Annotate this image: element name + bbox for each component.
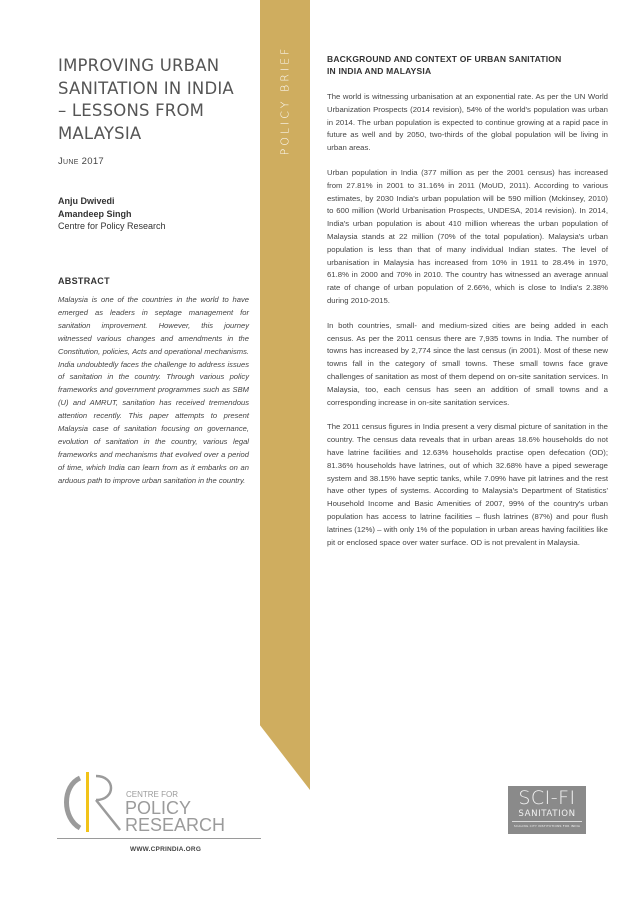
scifi-logo-subtitle: SANITATION [518, 809, 576, 819]
title-line: MALAYSIA [58, 123, 142, 143]
abstract-heading: ABSTRACT [58, 276, 110, 286]
authors-block [58, 195, 166, 233]
cpr-logo-centre-for: CENTRE FOR [126, 790, 178, 799]
background-section [327, 54, 608, 561]
cpr-logo-research: RESEARCH [125, 815, 226, 832]
title-line: SANITATION IN INDIA [58, 78, 234, 98]
website-link[interactable]: WWW.CPRINDIA.ORG [130, 846, 202, 853]
cpr-logo-yellow-bar [86, 772, 89, 832]
body-paragraph: In both countries, small- and medium-sized cities are being added in each census. As per the 2011 census there are 7,935 towns in India. The number of towns has increased by 2,774 since the last census (in 2001). Most of these new towns fall in the category of small towns. These small towns face grave challenges of sanitation as most of them depend on on-site sanitation services. In Malaysia, too, each census has seen an addition of small towns and a corresponding increase in on-site sanitation services. [327, 320, 608, 407]
author-name: Amandeep Singh [58, 208, 132, 219]
title-line: – LESSONS FROM [58, 101, 205, 120]
cpr-logo [58, 772, 258, 832]
author-organization: Centre for Policy Research [58, 221, 166, 231]
body-paragraph: Urban population in India (377 million as per the 2001 census) has increased from 27.81% in 2001 to 31.16% in 2011 (MoUD, 2011). According to various estimates, by 2030 India's urban population will be 590 million (Mckinsey, 2010) to 600 million (World Urbanisation Prospects, UNDESA, 2014 revision). In 2014, India's urban population is about 410 million whereas the urban population of Malaysia stands at 22 million (70% of the total population). Malaysia's urban population is less than that of many individual Indian states. The level of urbanisation in Malaysia has increased from 10% in 1911 to 28.4% in 1970, 61.8% in 2000 and 70% in 2010. The country has witnessed an average annual rate of change of urban population of 2.66%, which is close to India's 2.38% during 2010-2015. [327, 167, 608, 305]
author-name: Anju Dwivedi [58, 196, 115, 206]
section-heading-line: BACKGROUND AND CONTEXT OF URBAN SANITATION [327, 54, 562, 64]
footer-divider [57, 838, 261, 839]
scifi-logo-title: SCI-FI [518, 787, 576, 809]
cpr-logo-r-bowl [96, 776, 111, 800]
document-title [58, 55, 258, 145]
policy-brief-label-wrap [260, 45, 310, 155]
body-paragraph: The world is witnessing urbanisation at an exponential rate. As per the UN World Urbanization Prospects (2014 revision), 54% of the world's population was urban in 2014. The urban population is expected to continue growing at a rapid pace in future as well and by 2050, two-thirds of the global population will be living in urban areas. [327, 92, 608, 153]
title-line: IMPROVING URBAN [58, 56, 220, 75]
scifi-sanitation-logo [508, 786, 586, 834]
section-heading [327, 54, 608, 77]
cpr-logo-r-leg [96, 800, 120, 830]
cpr-logo-c-arc [67, 778, 81, 828]
policy-brief-label: POLICY BRIEF [278, 45, 292, 155]
abstract-text: Malaysia is one of the countries in the world to have emerged as leaders in septage management for sanitation improvement. However, this journey witnessed various changes and amendments in the Constitution, policies, Acts and operational mechanisms. India undoubtedly faces the challenge to address issues of sanitation in the country. Through various policy frameworks and government programmes such as SBM (U) and AMRUT, sanitation has received tremendous attention recently. This paper attempts to present Malaysia case of sanitation focusing on governance, evolution of sanitation in the country, various legal frameworks and mechanisms that evolved over a period of time, which India can learn from as it embarks on an arduous path to improve urban sanitation in the country. [58, 295, 249, 485]
body-paragraph: The 2011 census figures in India present a very dismal picture of sanitation in the country. The census data reveals that in urban areas 18.6% households do not have latrine facilities and 12.63% households practise open defecation (OD); 81.36% households have latrines, out of which 32.68% have a piped sewerage system and 38.15% have septic tanks, while 7.09% have pit latrines and the rest have other types of systems. According to Malaysia's Department of Statistics' Household Income and Basic Amenities of 2007, 99% of the country's urban population has access to latrine facilities – flush latrines (87%) and pour flush latrines (12%) – with only 1% of the population in urban areas having facilities like pit or enclosed space over water surface. OD is not prevalent in Malaysia. [327, 422, 608, 547]
scifi-logo-tagline: SCALING CITY INSTITUTIONS FOR INDIA [512, 821, 582, 830]
publication-date: June 2017 [58, 156, 105, 167]
cpr-logo-policy: POLICY [125, 798, 192, 818]
section-heading-line: IN INDIA AND MALAYSIA [327, 65, 432, 76]
